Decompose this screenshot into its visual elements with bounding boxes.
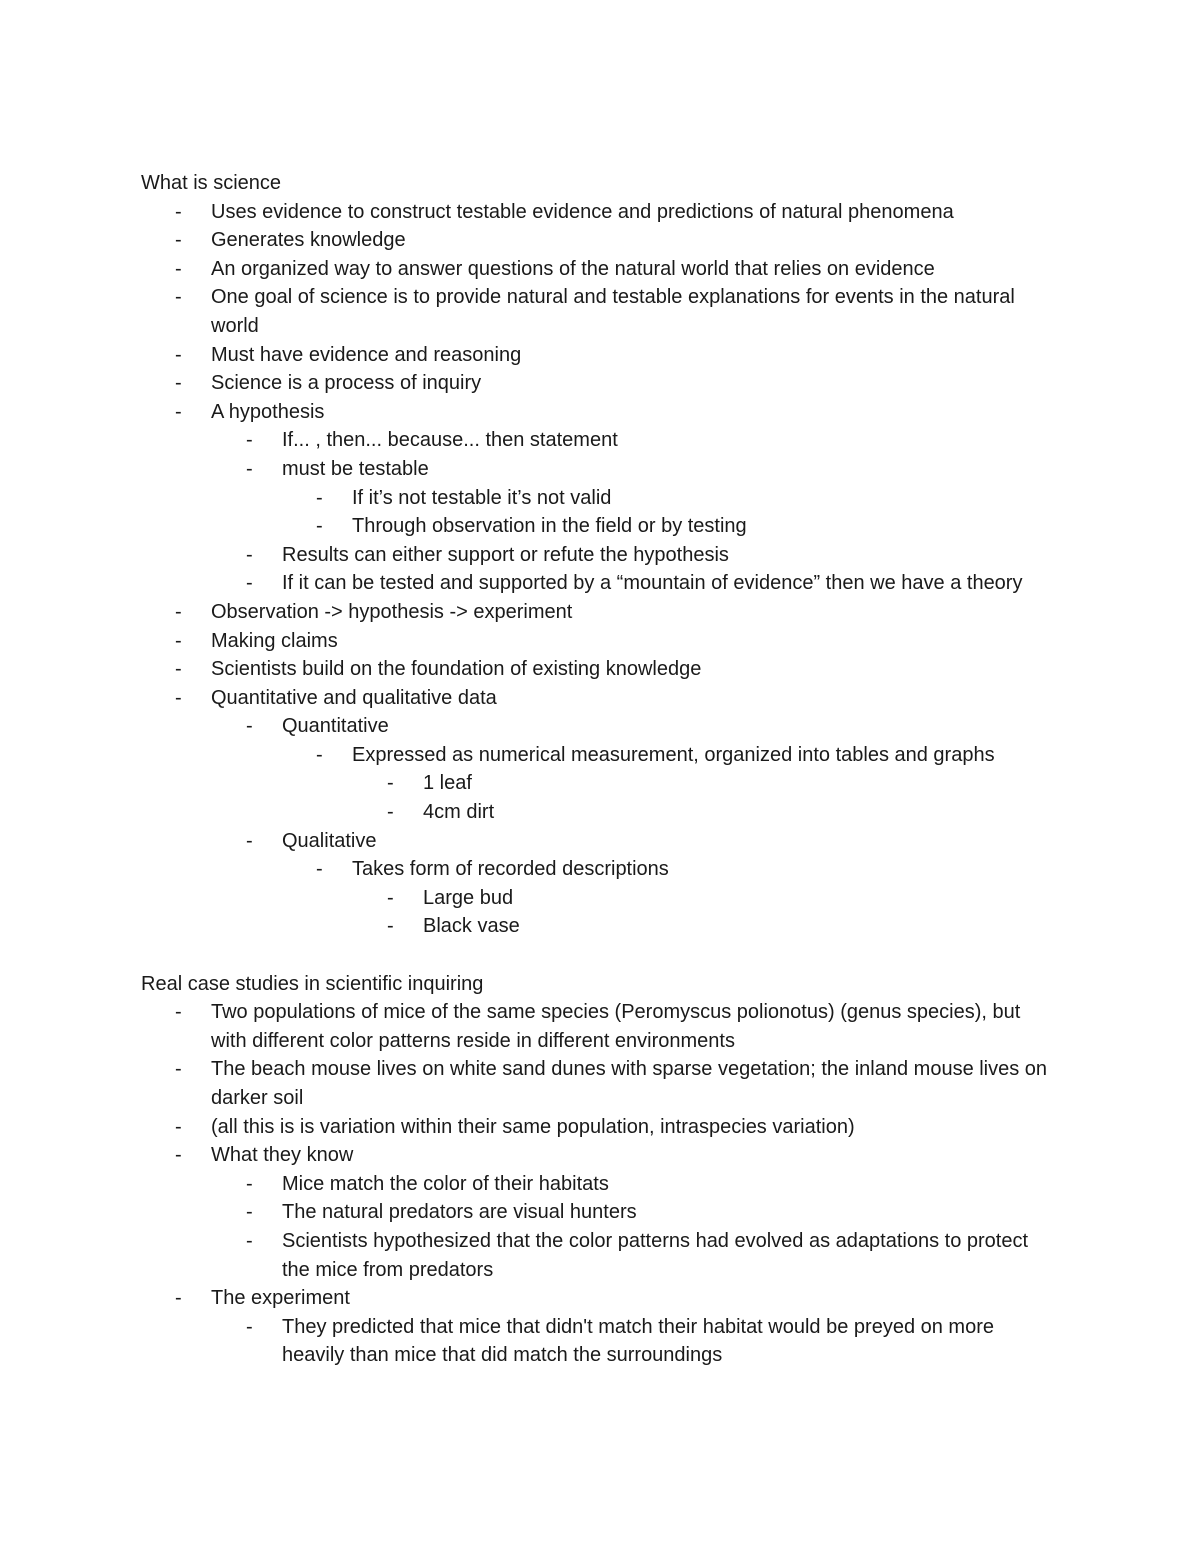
list-item-text: Results can either support or refute the hypothesis (282, 543, 729, 566)
list-item (175, 684, 1061, 713)
list-item (246, 455, 1052, 484)
list-item-text: Scientists build on the foundation of existing knowledge (211, 658, 702, 681)
bullet-dash: - (175, 229, 182, 252)
bullet-dash: - (246, 429, 253, 452)
list-item (316, 741, 1052, 770)
bullet-dash: - (175, 686, 182, 709)
bullet-dash: - (246, 715, 253, 738)
list-item-text: Qualitative (282, 829, 377, 852)
bullet-dash: - (175, 286, 182, 309)
list-item (246, 1313, 1052, 1370)
list-item (246, 569, 1052, 598)
list-item (175, 627, 1061, 656)
list-item-text: Large bud (423, 886, 514, 909)
bullet-dash: - (175, 257, 182, 280)
list-item (175, 655, 1061, 684)
list-item (246, 712, 1052, 741)
bullet-dash: - (387, 886, 394, 909)
section-2 (0, 970, 1200, 1370)
list-item-text: If... , then... because... then statement (282, 429, 618, 452)
list-item (175, 198, 1061, 227)
bullet-dash: - (316, 858, 323, 881)
list-item-text: Expressed as numerical measurement, organized into tables and graphs (352, 743, 995, 766)
bullet-dash: - (175, 1144, 182, 1167)
list-item (246, 1198, 1052, 1227)
list-item (175, 1055, 1061, 1112)
bullet-dash: - (387, 915, 394, 938)
document-body (0, 169, 1200, 1370)
list-item-text: The beach mouse lives on white sand dunes with sparse vegetation; the inland mouse lives on darker soil (211, 1058, 1048, 1109)
bullet-dash: - (175, 658, 182, 681)
list-item-text: Mice match the color of their habitats (282, 1172, 609, 1195)
list-item-text: Quantitative (282, 715, 389, 738)
bullet-dash: - (175, 372, 182, 395)
list-item-text: Scientists hypothesized that the color patterns had evolved as adaptations to protect the mice from predators (282, 1229, 1029, 1281)
list-item (246, 1170, 1052, 1199)
list-item-text: Takes form of recorded descriptions (352, 858, 669, 881)
bullet-dash: - (175, 400, 182, 423)
list-item (316, 855, 1052, 884)
list-item-text: An organized way to answer questions of the natural world that relies on evidence (211, 257, 935, 280)
list-item-text: Through observation in the field or by testing (352, 515, 747, 538)
list-item (246, 426, 1052, 455)
bullet-dash: - (387, 772, 394, 795)
list-item-text: Uses evidence to construct testable evidence and predictions of natural phenomena (211, 200, 954, 223)
list-item-text: (all this is is variation within their same population, intraspecies variation) (211, 1115, 855, 1138)
bullet-dash: - (246, 1315, 253, 1338)
list-item (175, 1141, 1061, 1170)
list-item (175, 998, 1061, 1055)
list-item (316, 512, 1052, 541)
bullet-dash: - (246, 457, 253, 480)
list-item-text: Must have evidence and reasoning (211, 343, 522, 366)
bullet-dash: - (175, 1001, 182, 1024)
list-item (175, 1284, 1061, 1313)
bullet-dash: - (316, 515, 323, 538)
bullet-dash: - (175, 1115, 182, 1138)
list-item-text: 4cm dirt (423, 801, 495, 824)
list-item (387, 798, 1053, 827)
bullet-dash: - (175, 200, 182, 223)
list-item-text: The experiment (211, 1287, 350, 1310)
bullet-dash: - (175, 600, 182, 623)
list-item (246, 827, 1052, 856)
list-item-text: 1 leaf (423, 772, 472, 795)
list-item-text: What they know (211, 1144, 354, 1167)
list-item-text: Science is a process of inquiry (211, 372, 482, 395)
section-heading: What is science (141, 172, 282, 194)
list-item-text: One goal of science is to provide natural and testable explanations for events in the natural world (211, 286, 1015, 337)
list-item (175, 283, 1061, 340)
bullet-dash: - (175, 629, 182, 652)
list-item (246, 1227, 1052, 1284)
list-item (175, 398, 1061, 427)
bullet-dash: - (316, 486, 323, 509)
bullet-dash: - (246, 829, 253, 852)
bullet-dash: - (246, 1172, 253, 1195)
section-1 (0, 169, 1200, 941)
bullet-dash: - (175, 1287, 182, 1310)
list-item (175, 255, 1061, 284)
list-item (387, 884, 1053, 913)
list-item-text: A hypothesis (211, 400, 325, 423)
list-item-text: Black vase (423, 915, 520, 938)
list-item (175, 369, 1061, 398)
list-item-text: If it can be tested and supported by a “mountain of evidence” then we have a theory (282, 572, 1023, 595)
list-item (175, 1113, 1061, 1142)
list-item (246, 541, 1052, 570)
list-item (316, 484, 1052, 513)
bullet-dash: - (246, 1229, 253, 1252)
list-item-text: If it’s not testable it’s not valid (352, 486, 612, 509)
list-item-text: Two populations of mice of the same species (Peromyscus polionotus) (genus species), but with different color patterns reside in different environments (211, 1001, 1021, 1052)
section-heading: Real case studies in scientific inquiring (141, 972, 484, 995)
list-item-text: Observation -> hypothesis -> experiment (211, 600, 573, 623)
list-item-text: Quantitative and qualitative data (211, 686, 497, 709)
list-item (175, 598, 1061, 627)
list-item-text: They predicted that mice that didn't match their habitat would be preyed on more heavily than mice that did match the surroundings (282, 1315, 994, 1367)
list-item (387, 769, 1053, 798)
bullet-dash: - (246, 572, 253, 595)
bullet-dash: - (246, 543, 253, 566)
list-item (175, 341, 1061, 370)
list-item-text: must be testable (282, 457, 429, 480)
bullet-dash: - (246, 1201, 253, 1224)
bullet-dash: - (387, 801, 394, 824)
list-item-text: The natural predators are visual hunters (282, 1201, 637, 1224)
list-item-text: Making claims (211, 629, 338, 652)
bullet-dash: - (316, 743, 323, 766)
list-item-text: Generates knowledge (211, 229, 406, 252)
bullet-dash: - (175, 1058, 182, 1081)
bullet-dash: - (175, 343, 182, 366)
list-item (175, 226, 1061, 255)
list-item (387, 912, 1053, 941)
